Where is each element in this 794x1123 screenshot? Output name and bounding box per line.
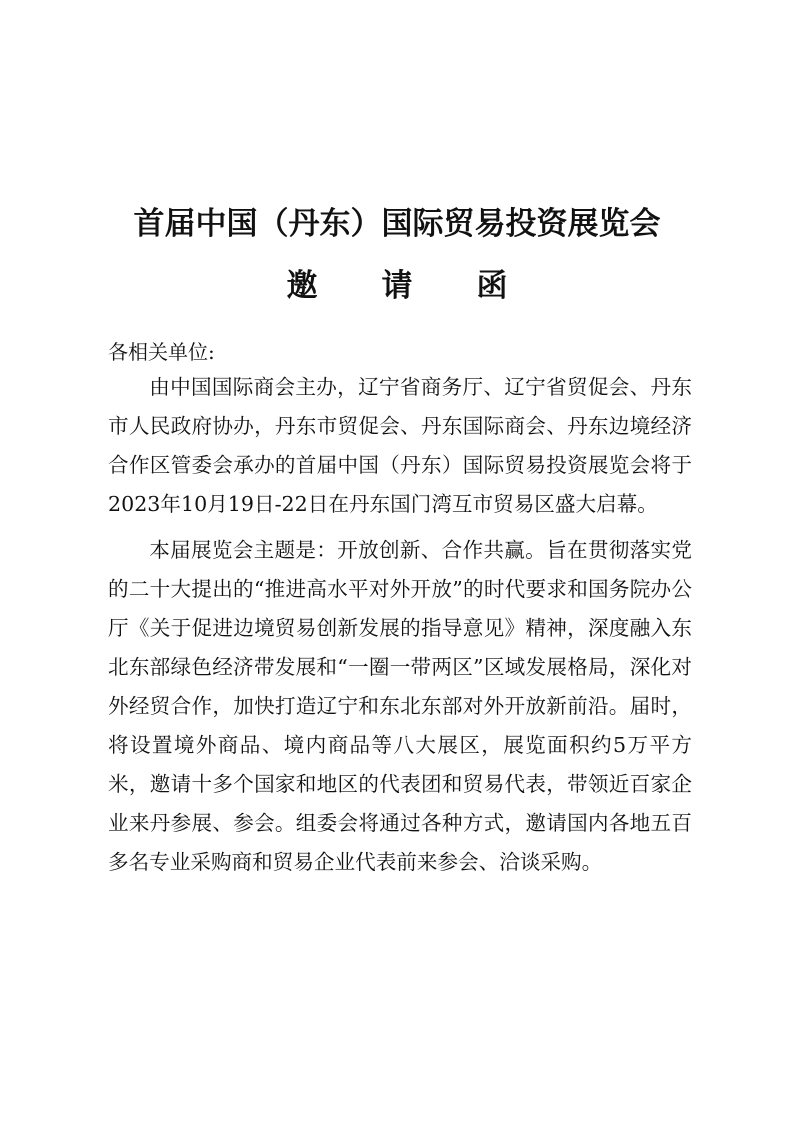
- paragraph-2: 本届展览会主题是：开放创新、合作共赢。旨在贯彻落实党的二十大提出的“推进高水平对外开放”的时代要求和国务院办公厅《关于促进边境贸易创新发展的指导意见》精神，深度融入东北东部绿色经济带发展和“一圈一带两区”区域发展格局，深化对外经贸合作，加快打造辽宁和东北东部对外开放新前沿。届时，将设置境外商品、境内商品等八大展区，展览面积约5万平方米，邀请十多个国家和地区的代表团和贸易代表，带领近百家企业来丹参展、参会。组委会将通过各种方式，邀请国内各地五百多名专业采购商和贸易企业代表前来参会、洽谈采购。: [108, 538, 692, 874]
- document-title: 首届中国（丹东）国际贸易投资展览会: [133, 206, 661, 242]
- salutation: 各相关单位:: [108, 340, 215, 364]
- document-body: [108, 368, 692, 889]
- paragraph-1: 由中国国际商会主办，辽宁省商务厅、辽宁省贸促会、丹东市人民政府协办，丹东市贸促会、丹东国际商会、丹东边境经济合作区管委会承办的首届中国（丹东）国际贸易投资展览会将于2023年10月19日-22日在丹东国门湾互市贸易区盛大启幕。: [108, 375, 692, 516]
- document-subtitle: 邀请函: [286, 268, 572, 304]
